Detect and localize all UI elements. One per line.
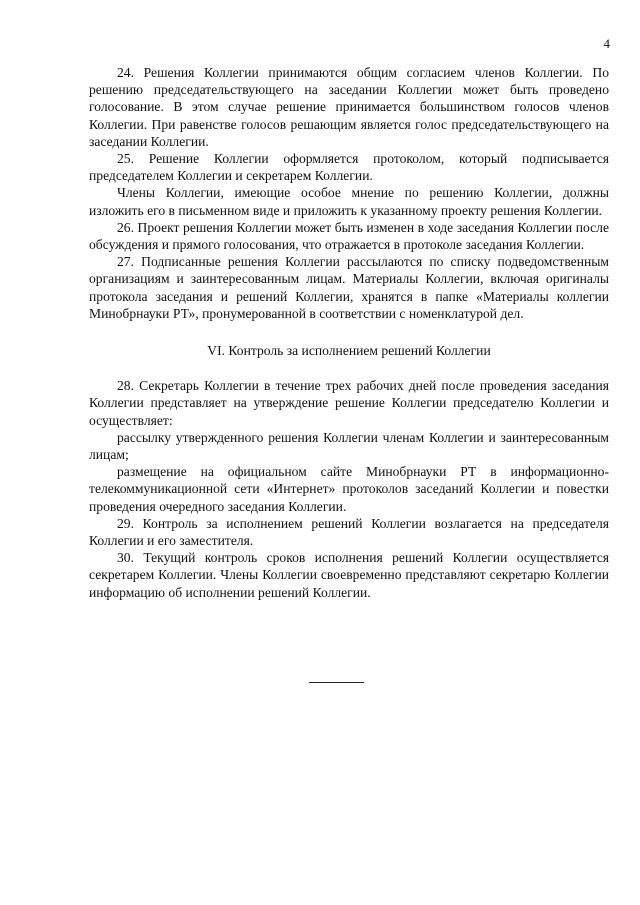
paragraph-dissenting-opinion: Члены Коллегии, имеющие особое мнение по решению Коллегии, должны изложить его в письменном виде и приложить к указанному проекту решения Коллегии.: [89, 185, 609, 218]
paragraph-28-distribution: рассылку утвержденного решения Коллегии членам Коллегии и заинтересованным лицам;: [89, 429, 609, 463]
paragraph-26: 26. Проект решения Коллегии может быть изменен в ходе заседания Коллегии после обсуждения и прямого голосования, что отражается в протоколе заседания Коллегии.: [89, 219, 609, 253]
document-body: [89, 64, 609, 601]
page-number: 4: [603, 36, 610, 51]
end-of-document-rule: [309, 682, 364, 683]
section-heading: VI. Контроль за исполнением решений Коллегии: [207, 343, 491, 359]
paragraph-30: 30. Текущий контроль сроков исполнения решений Коллегии осуществляется секретарем Коллегии. Члены Коллегии своевременно представляют секретарю Коллегии информацию об исполнении решений Коллегии.: [89, 550, 609, 600]
paragraph-24: 24. Решения Коллегии принимаются общим согласием членов Коллегии. По решению председательствующего на заседании Коллегии может быть проведено голосование. В этом случае решение принимается большинством голосов членов Коллегии. При равенстве голосов решающим является голос председательствующего на заседании Коллегии.: [89, 65, 609, 149]
paragraph-28-publication: размещение на официальном сайте Минобрнауки РТ в информационно-телекоммуникационной сети «Интернет» протоколов заседаний Коллегии и повестки проведения очередного заседания Коллегии.: [89, 464, 609, 514]
paragraph-28: 28. Секретарь Коллегии в течение трех рабочих дней после проведения заседания Коллегии представляет на утверждение решение Коллегии председателю Коллегии и осуществляет:: [89, 378, 609, 428]
paragraph-29: 29. Контроль за исполнением решений Коллегии возлагается на председателя Коллегии и его заместителя.: [89, 515, 609, 549]
paragraph-25: 25. Решение Коллегии оформляется протоколом, который подписывается председателем Коллегии и секретарем Коллегии.: [89, 151, 609, 184]
paragraph-27: 27. Подписанные решения Коллегии рассылаются по списку подведомственным организациям и заинтересованным лицам. Материалы Коллегии, включая оригиналы протокола заседания и решений Коллегии, хранятся в папке «Материалы коллегии Минобрнауки РТ», пронумерованной в соответствии с номенклатурой дел.: [89, 254, 609, 321]
